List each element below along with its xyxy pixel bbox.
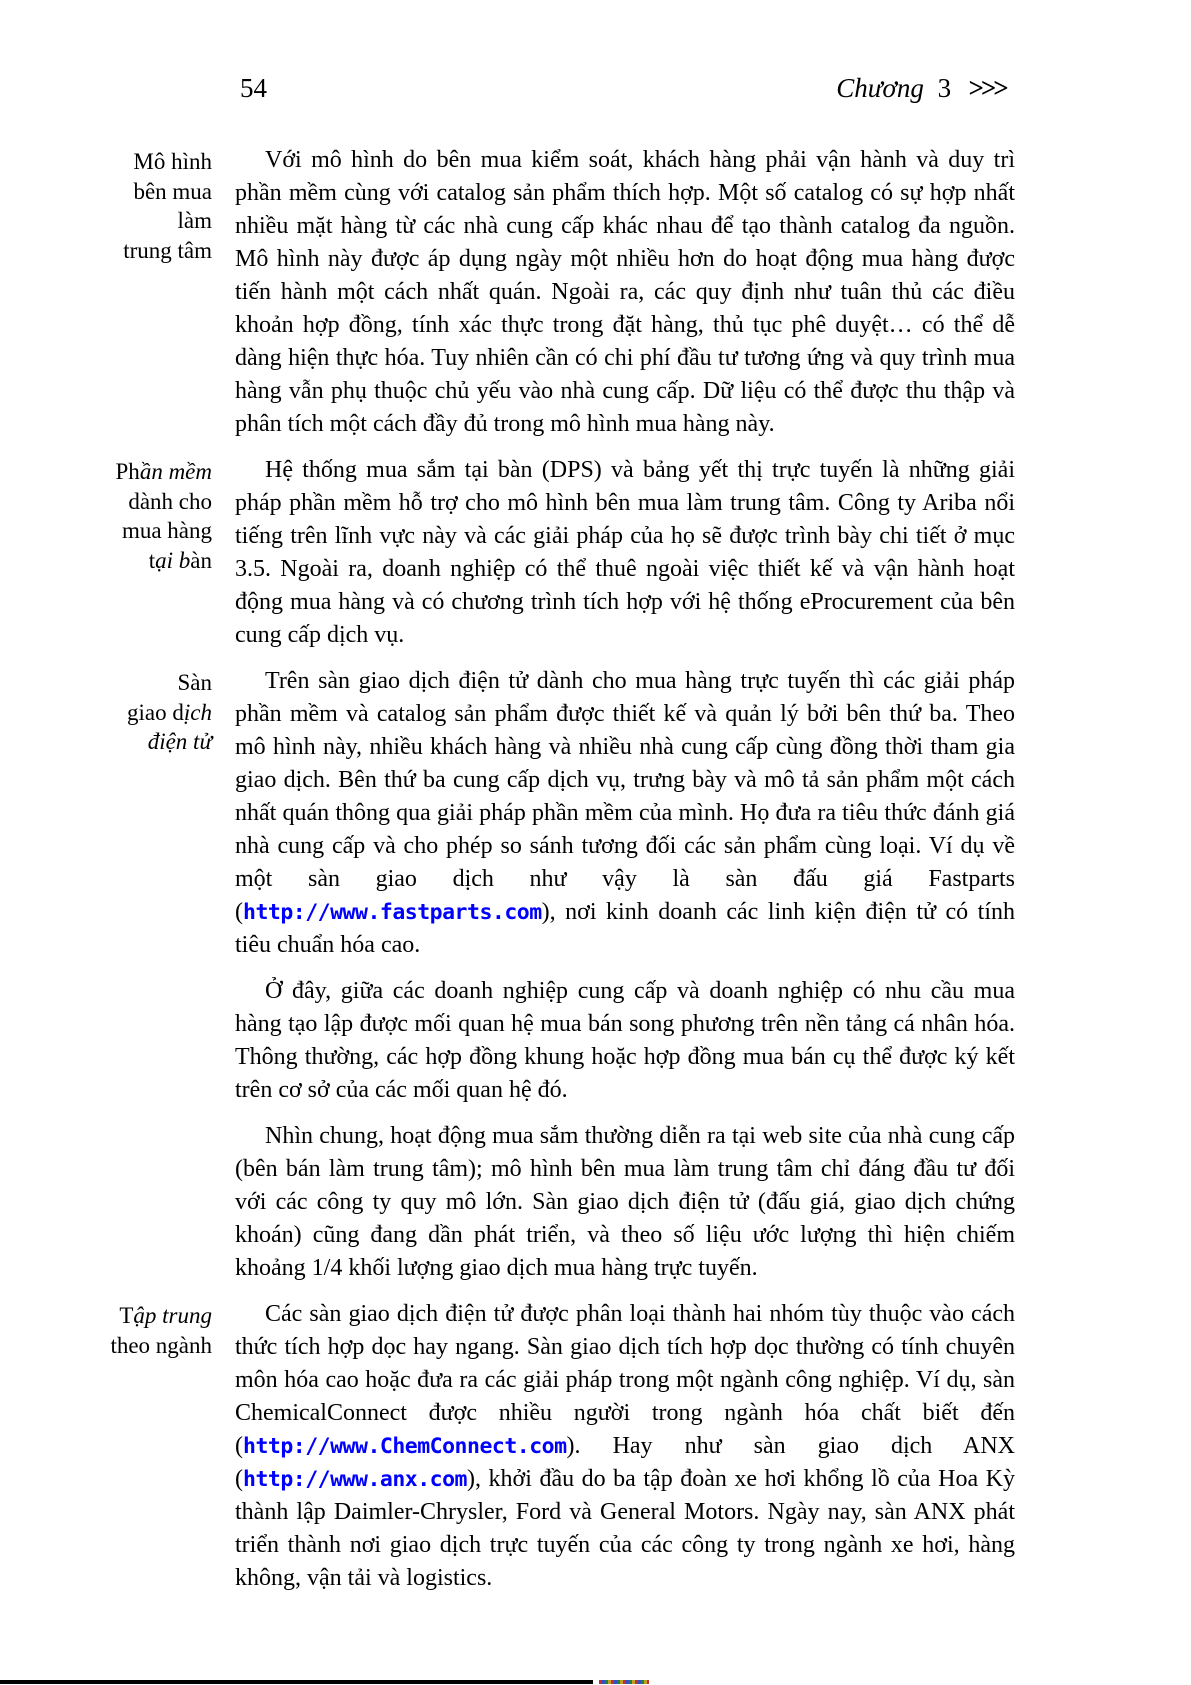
margin-label-line — [0, 147, 212, 177]
margin-label-text: Ph — [115, 459, 140, 484]
margin-label-cell — [0, 454, 212, 575]
margin-label-line — [0, 236, 212, 266]
margin-label-text: điện tử — [147, 729, 212, 754]
paragraph-text: Các sàn giao dịch điện tử được phân loại thành hai nhóm tùy thuộc vào cách thức tích hợp dọc hay ngang. Sàn giao dịch tích hợp dọc thường có tính chuyên môn hóa cao hoặc đưa ra các giải pháp trong một ngành công nghiệp. Ví dụ, sàn ChemicalConnect được nhiều người trong ngành hóa chất biết đến ( — [235, 1301, 1015, 1459]
paragraph-text: Hệ thống mua sắm tại bàn (DPS) và bảng yết thị trực tuyến là những giải pháp phần mềm hỗ trợ cho mô hình bên mua làm trung tâm. Công ty Ariba nổi tiếng trên lĩnh vực này và các giải pháp của họ sẽ được trình bày chi tiết ở mục 3.5. Ngoài ra, doanh nghiệp có thể thuê ngoài việc thiết kế và vận hành hoạt động mua hàng và có chương trình tích hợp với hệ thống eProcurement của bên cung cấp dịch vụ. — [235, 457, 1015, 648]
margin-label-text: làm — [177, 208, 212, 233]
text-section — [0, 665, 1015, 975]
page-number: 54 — [240, 73, 267, 103]
scan-color-artifact — [599, 1680, 649, 1684]
margin-label-cell — [0, 1120, 212, 1123]
margin-label — [0, 1120, 212, 1123]
margin-label-text: ần mềm — [139, 459, 212, 484]
paragraph-text: ), khởi đầu do ba tập đoàn xe hơi khổng lồ của Hoa Kỳ thành lập Daimler-Chrysler, Ford và General Motors. Ngày nay, sàn ANX phát triển thành nơi giao dịch trực tuyến của các công ty trong ngành xe hơi, hàng không, vận tải và logistics. — [235, 1466, 1015, 1591]
margin-label — [0, 454, 212, 575]
margin-label-line — [0, 487, 212, 517]
inline-link[interactable]: http://www.fastparts.com — [243, 900, 542, 925]
paragraph-text: Với mô hình do bên mua kiểm soát, khách hàng phải vận hành và duy trì phần mềm cùng với catalog sản phẩm thích hợp. Một số catalog có sự hợp nhất nhiều mặt hàng từ các nhà cung cấp khác nhau để tạo thành catalog đa nguồn. Mô hình này được áp dụng ngày một nhiều hơn do hoạt động mua hàng được tiến hành một cách nhất quán. Ngoài ra, các quy định như tuân thủ các điều khoản hợp đồng, tính xác thực trong đặt hàng, thủ tục phê duyệt… có thể dễ dàng hiện thực hóa. Tuy nhiên cần có chi phí đầu tư tương ứng và quy trình mua hàng vẫn phụ thuộc chủ yếu vào nhà cung cấp. Dữ liệu có thể được thu thập và phân tích một cách đầy đủ trong mô hình mua hàng này. — [235, 147, 1015, 437]
margin-label-line — [0, 698, 212, 728]
paragraph-cell — [212, 454, 1015, 665]
paragraph-cell — [212, 1120, 1015, 1298]
margin-label-text: dành cho — [128, 488, 212, 514]
body-paragraph — [235, 1120, 1015, 1285]
running-head — [836, 72, 1005, 104]
paragraph-cell — [212, 975, 1015, 1120]
paragraph-cell — [212, 665, 1015, 975]
running-head-chapter-number: 3 — [937, 73, 952, 103]
margin-label-line — [0, 1301, 212, 1331]
inline-link[interactable]: http://www.ChemConnect.com — [243, 1434, 567, 1459]
paragraph-cell — [212, 144, 1015, 454]
paragraph-text: ). Hay như sàn giao dịch ANX ( — [235, 1433, 1015, 1492]
margin-label-text: àn — [190, 547, 212, 573]
margin-label — [0, 144, 212, 265]
margin-label-line — [0, 1331, 212, 1361]
margin-label-line — [0, 546, 212, 576]
margin-label-line — [0, 727, 212, 757]
paragraph-text: Nhìn chung, hoạt động mua sắm thường diễn ra tại web site của nhà cung cấp (bên bán làm trung tâm); mô hình bên mua làm trung tâm chỉ đáng đầu tư đối với các công ty quy mô lớn. Sàn giao dịch điện tử (đấu giá, giao dịch chứng khoán) cũng đang dần phát triển, và theo số liệu ước lượng thì hiện chiếm khoảng 1/4 khối lượng giao dịch mua hàng trực tuyến. — [235, 1123, 1015, 1281]
margin-label-line — [0, 668, 212, 698]
margin-label-text: T — [119, 1303, 134, 1328]
margin-label-line — [0, 206, 212, 236]
margin-label-text: t — [148, 547, 156, 573]
page-body — [0, 144, 1015, 1608]
text-section — [0, 454, 1015, 665]
margin-label-cell — [0, 975, 212, 978]
text-section — [0, 975, 1015, 1120]
margin-label-text: bên mua — [133, 178, 212, 204]
margin-label-text: ịch — [183, 699, 212, 725]
margin-label-text: mua hàng — [121, 518, 212, 543]
scan-edge-bar — [0, 1680, 593, 1684]
margin-label — [0, 665, 212, 757]
paragraph-text: Ở đây, giữa các doanh nghiệp cung cấp và doanh nghiệp có nhu cầu mua hàng tạo lập được mối quan hệ mua bán song phương trên nền tảng cá nhân hóa. Thông thường, các hợp đồng khung hoặc hợp đồng mua bán cụ thể được ký kết trên cơ sở của các mối quan hệ đó. — [235, 978, 1015, 1103]
margin-label-text: Mô hình — [133, 149, 212, 174]
margin-label-text: ại b — [155, 547, 191, 573]
body-paragraph — [235, 665, 1015, 962]
margin-label — [0, 975, 212, 978]
margin-label-text: trung tâm — [123, 237, 212, 263]
margin-label-text: theo ngành — [110, 1332, 212, 1358]
paragraph-text: ), nơi kinh doanh các linh kiện điện tử có tính tiêu chuẩn hóa cao. — [235, 899, 1015, 958]
margin-label-cell — [0, 665, 212, 757]
paragraph-cell — [212, 1298, 1015, 1608]
body-paragraph — [235, 1298, 1015, 1595]
body-paragraph — [235, 454, 1015, 652]
margin-label-text: giao d — [127, 699, 184, 725]
paragraph-text: Trên sàn giao dịch điện tử dành cho mua hàng trực tuyến thì các giải pháp phần mềm và catalog sản phẩm được thiết kế và quản lý bởi bên thứ ba. Theo mô hình này, nhiều khách hàng và nhiều nhà cung cấp cùng đồng thời tham gia giao dịch. Bên thứ ba cung cấp dịch vụ, trưng bày và mô tả sản phẩm một cách nhất quán thông qua giải pháp phần mềm của mình. Họ đưa ra tiêu thức đánh giá nhà cung cấp và cho phép so sánh tương đối các sản phẩm cùng loại. Ví dụ về một sàn giao dịch như vậy là sàn đấu giá Fastparts ( — [235, 668, 1015, 925]
margin-label-line — [0, 516, 212, 546]
margin-label-text: ập trung — [133, 1303, 212, 1328]
margin-label — [0, 1298, 212, 1360]
margin-label-line — [0, 457, 212, 487]
margin-label-line — [0, 177, 212, 207]
text-section — [0, 1298, 1015, 1608]
margin-label-cell — [0, 1298, 212, 1360]
inline-link[interactable]: http://www.anx.com — [243, 1467, 467, 1492]
page-header — [0, 0, 1191, 104]
text-section — [0, 1120, 1015, 1298]
body-paragraph — [235, 975, 1015, 1107]
text-section — [0, 144, 1015, 454]
body-paragraph — [235, 144, 1015, 441]
margin-label-text: Sàn — [177, 670, 212, 695]
margin-label-cell — [0, 144, 212, 265]
running-head-chapter-word: Chương — [836, 73, 924, 103]
chevrons-icon: >>> — [967, 73, 1005, 103]
